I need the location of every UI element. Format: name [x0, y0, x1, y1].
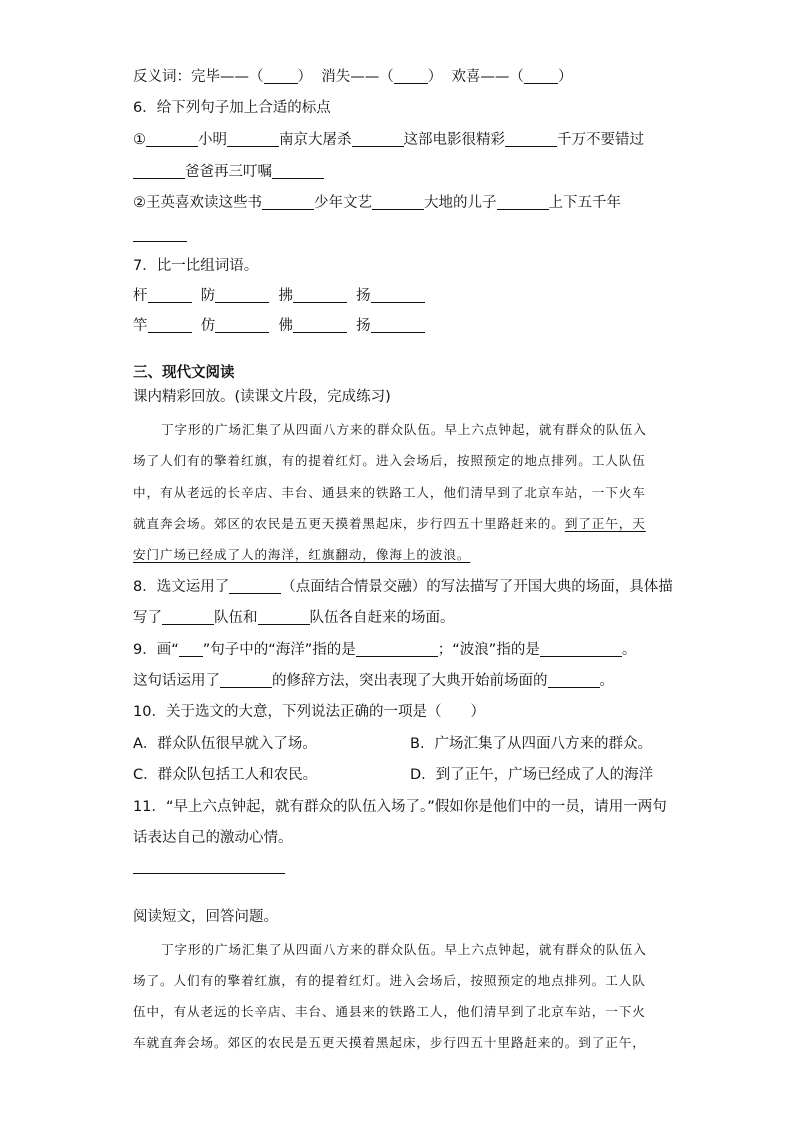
- option-d[interactable]: D．到了正午，广场已经成了人的海洋: [410, 767, 654, 783]
- answer-blank[interactable]: [148, 317, 192, 333]
- answer-blank[interactable]: [148, 287, 192, 303]
- section-3-intro: 课内精彩回放。(读课文片段，完成练习): [133, 389, 391, 405]
- question-6-sentence-1: ① 小明 南京大屠杀 这部电影很精彩 千万不要错过: [133, 132, 644, 148]
- answer-blank[interactable]: [356, 641, 438, 657]
- option-b[interactable]: B．广场汇集了从四面八方来的群众。: [410, 736, 652, 752]
- answer-blank[interactable]: [497, 194, 549, 210]
- passage-line: 场了。人们有的擎着红旗，有的提着红灯。进入会场后，按照预定的地点排列。工人队: [133, 973, 646, 988]
- question-6-sentence-1-cont: 爸爸再三叮嘱: [133, 162, 324, 182]
- answer-blank[interactable]: [229, 578, 281, 594]
- question-7-title: 7．比一比组词语。: [133, 258, 259, 274]
- answer-blank[interactable]: [133, 163, 185, 179]
- answer-blank[interactable]: [394, 68, 428, 84]
- option-c[interactable]: C．群众队包括工人和农民。: [133, 767, 318, 783]
- answer-blank[interactable]: [293, 317, 347, 333]
- answer-blank[interactable]: [371, 287, 425, 303]
- answer-blank[interactable]: [227, 131, 279, 147]
- answer-blank[interactable]: [133, 226, 187, 242]
- question-6-sentence-2-cont: [133, 225, 187, 245]
- passage-line: 丁字形的广场汇集了从四面八方来的群众队伍。早上六点钟起，就有群众的队伍入: [161, 942, 647, 957]
- answer-blank[interactable]: [272, 163, 324, 179]
- question-9-line-1: 9．画“ ”句子中的“海洋”指的是 ；“波浪”指的是 。: [133, 642, 637, 658]
- question-11-answer-line[interactable]: [133, 857, 285, 877]
- antonym-label: 反义词：: [133, 69, 191, 85]
- question-7-row-2: 竿 仿 佛 扬: [133, 316, 425, 336]
- answer-blank[interactable]: [524, 68, 558, 84]
- answer-blank[interactable]: [505, 131, 557, 147]
- passage-line: 场了人们有的擎着红旗，有的提着红灯。进入会场后，按照预定的地点排列。工人队伍: [133, 453, 646, 468]
- answer-blank[interactable]: [133, 858, 285, 874]
- question-10-stem: 10．关于选文的大意，下列说法正确的一项是（ ）: [133, 704, 485, 720]
- section-3-heading: 三、现代文阅读: [133, 365, 235, 381]
- answer-blank[interactable]: [371, 317, 425, 333]
- question-9-line-2: 这句话运用了 的修辞方法，突出表现了大典开始前场面的 。: [133, 673, 614, 689]
- passage-line: 伍中，有从老远的长辛店、丰台、通县来的铁路工人，他们清早到了北京车站，一下火: [133, 1004, 646, 1019]
- answer-blank[interactable]: [262, 194, 314, 210]
- question-8-line-2: 写了 队伍和 队伍各自赶来的场面。: [133, 610, 455, 626]
- question-6-sentence-2: ②王英喜欢读这些书 少年文艺 大地的儿子 上下五千年: [133, 195, 621, 211]
- underlined-sentence: 安门广场已经成了人的海洋，红旗翻动，像海上的波浪。: [133, 547, 471, 562]
- passage-line: 就直奔会场。郊区的农民是五更天摸着黑起床，步行四五十里路赶来的。到了正午，天: [133, 516, 646, 531]
- question-7-row-1: 杆 防 拂 扬: [133, 286, 425, 306]
- question-6-title: 6．给下列句子加上合适的标点: [133, 100, 331, 116]
- answer-blank[interactable]: [264, 68, 298, 84]
- answer-blank[interactable]: [372, 194, 424, 210]
- option-a[interactable]: A．群众队伍很早就入了场。: [133, 736, 317, 752]
- answer-blank[interactable]: [146, 131, 198, 147]
- underlined-sentence: 到了正午，天: [564, 516, 646, 531]
- question-11-line-1: 11．“早上六点钟起，就有群众的队伍入场了。”假如你是他们中的一员，请用一两句: [133, 799, 667, 815]
- answer-blank[interactable]: [352, 131, 404, 147]
- answer-blank[interactable]: [215, 317, 269, 333]
- question-11-line-2: 话表达自己的激动心情。: [133, 830, 293, 846]
- answer-blank[interactable]: [540, 641, 622, 657]
- reading-2-intro: 阅读短文，回答问题。: [133, 909, 278, 925]
- antonym-line: 反义词：完毕——（ ） 消失——（ ） 欢喜——（ ）: [133, 69, 573, 85]
- answer-blank[interactable]: [215, 287, 269, 303]
- answer-blank[interactable]: [548, 672, 600, 688]
- answer-blank[interactable]: [258, 609, 310, 625]
- answer-blank[interactable]: [162, 609, 214, 625]
- question-8-line-1: 8．选文运用了 （点面结合情景交融）的写法描写了开国大典的场面，具体描: [133, 579, 673, 595]
- passage-line: 丁字形的广场汇集了从四面八方来的群众队伍。早上六点钟起，就有群众的队伍入: [161, 422, 647, 437]
- answer-blank[interactable]: [220, 672, 272, 688]
- passage-line: 车就直奔会场。郊区的农民是五更天摸着黑起床，步行四五十里路赶来的。到了正午，: [133, 1035, 646, 1050]
- underline-sample: [179, 641, 203, 657]
- answer-blank[interactable]: [293, 287, 347, 303]
- passage-line: 中，有从老远的长辛店、丰台、通县来的铁路工人，他们清早到了北京车站，一下火车: [133, 485, 646, 500]
